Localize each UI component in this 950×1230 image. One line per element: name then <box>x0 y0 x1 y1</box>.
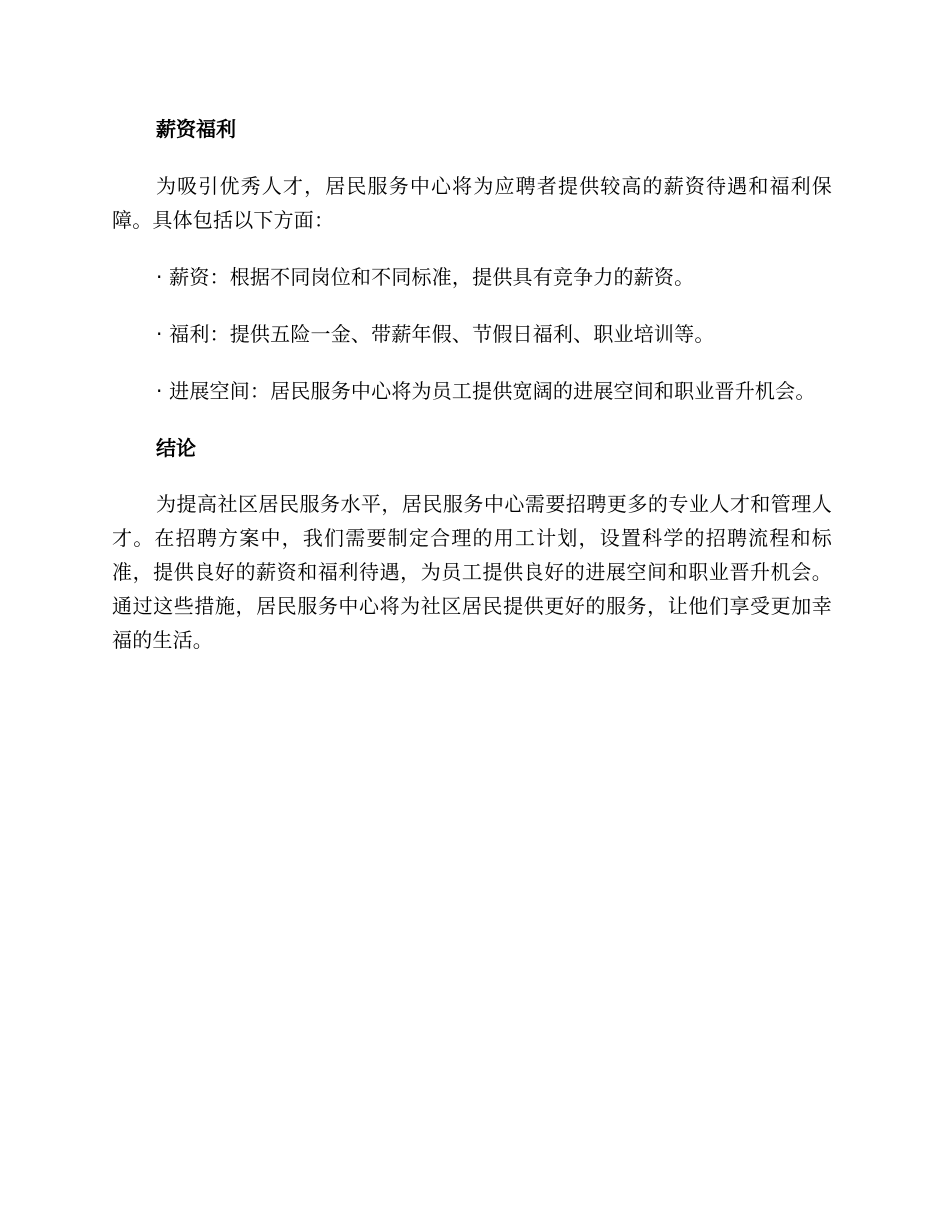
section-heading-salary: 薪资福利 <box>156 117 236 141</box>
bullet-item-career-development: · 进展空间：居民服务中心将为员工提供宽阔的进展空间和职业晋升机会。 <box>156 379 816 403</box>
salary-intro-paragraph: 为吸引优秀人才，居民服务中心将为应聘者提供较高的薪资待遇和福利保障。具体包括以下方面： <box>112 174 832 232</box>
bullet-item-benefits: · 福利：提供五险一金、带薪年假、节假日福利、职业培训等。 <box>156 322 715 346</box>
bullet-item-salary: · 薪资：根据不同岗位和不同标准，提供具有竞争力的薪资。 <box>156 265 695 289</box>
document-page <box>112 112 832 657</box>
conclusion-paragraph: 为提高社区居民服务水平，居民服务中心需要招聘更多的专业人才和管理人才。在招聘方案中，我们需要制定合理的用工计划，设置科学的招聘流程和标准，提供良好的薪资和福利待遇，为员工提供良好的进展空间和职业晋升机会。通过这些措施，居民服务中心将为社区居民提供更好的服务，让他们享受更加幸福的生活。 <box>112 492 832 652</box>
section-heading-conclusion: 结论 <box>156 436 196 460</box>
